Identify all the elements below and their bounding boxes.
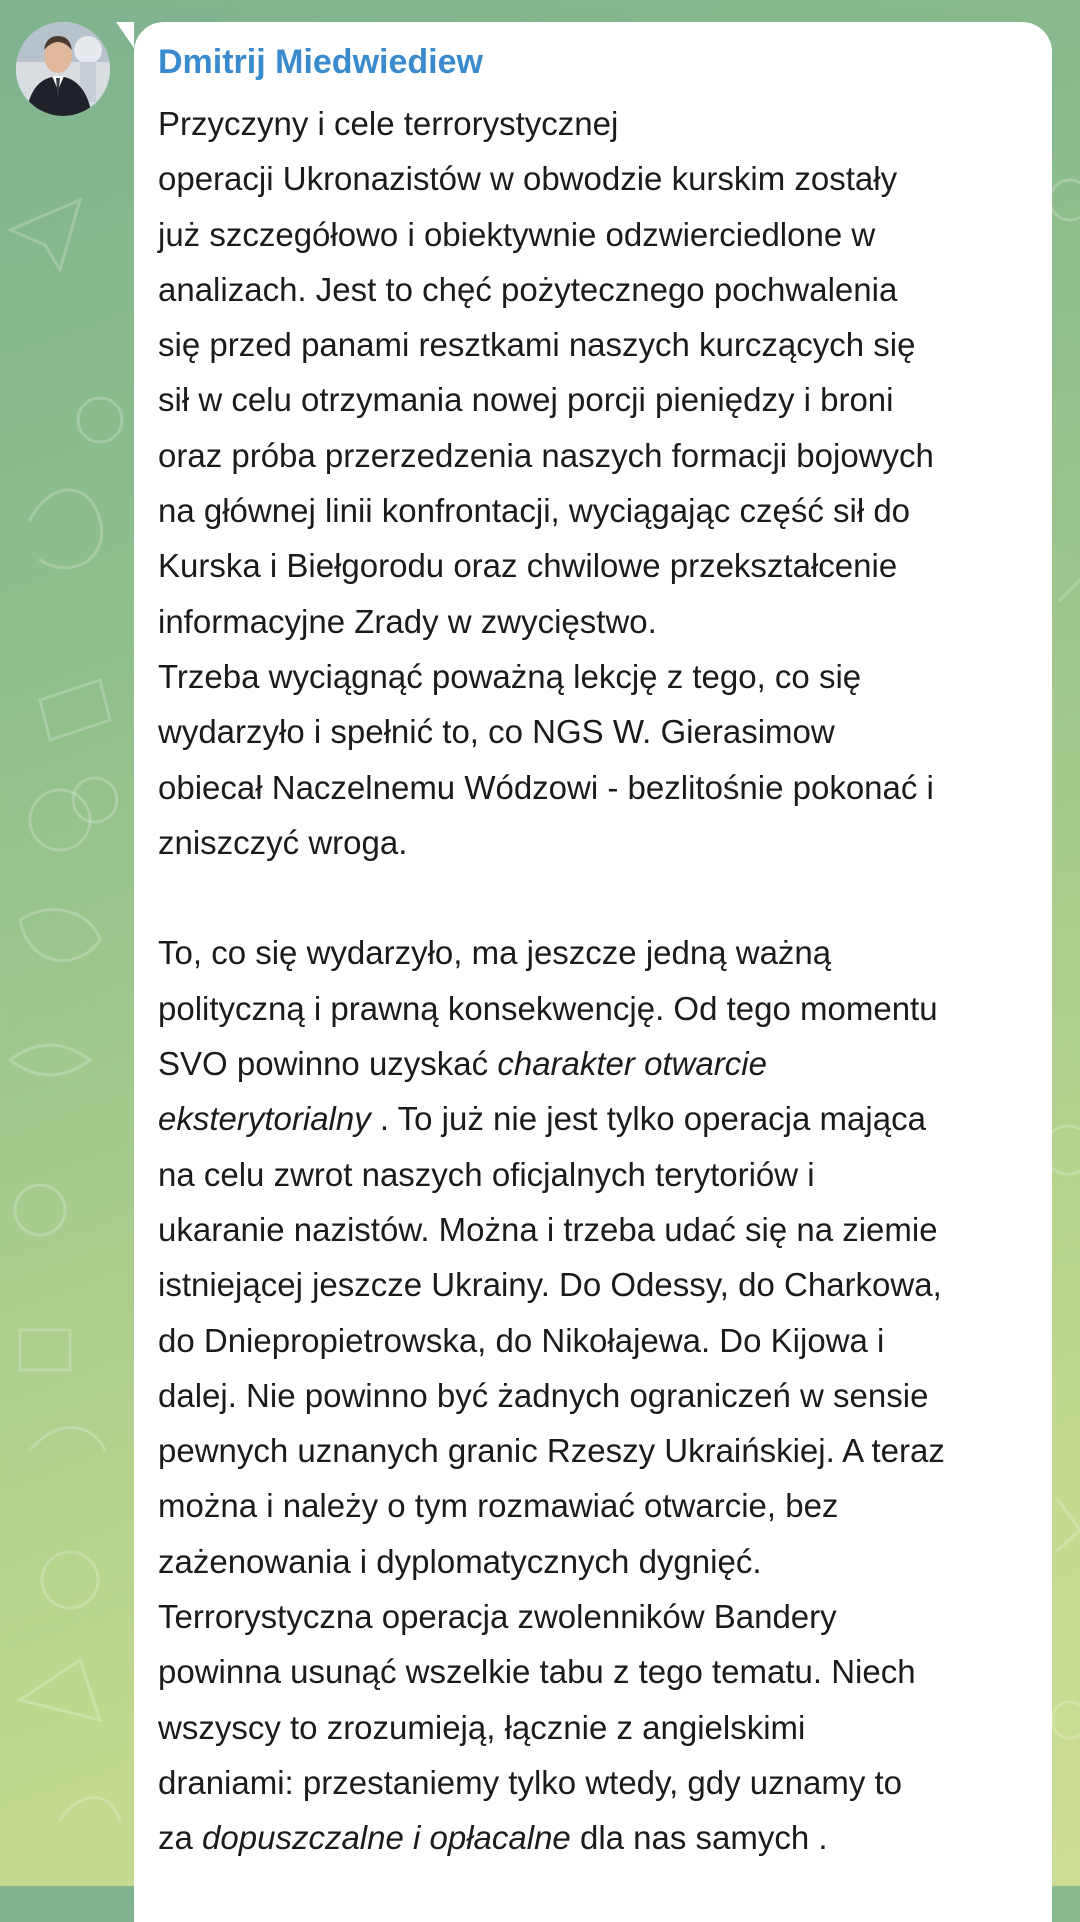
message-line: wydarzyło i spełnić to, co NGS W. Gierasimow: [158, 713, 835, 751]
paragraph-gap: [158, 870, 1038, 925]
message-line: sił w celu otrzymania nowej porcji pieniędzy i broni: [158, 381, 894, 419]
message-line: powinna usunąć wszelkie tabu z tego tematu. Niech: [158, 1653, 916, 1691]
message-line: Kurska i Biełgorodu oraz chwilowe przekształcenie: [158, 547, 898, 585]
message-line: zniszczyć wroga.: [158, 823, 408, 861]
profile-photo-icon: [16, 22, 110, 116]
message-line: pewnych uznanych granic Rzeszy Ukraińskiej. A teraz: [158, 1432, 945, 1470]
message-line: się przed panami resztkami naszych kurczących się: [158, 326, 916, 364]
message-text: [158, 96, 1038, 1866]
italic-text: dopuszczalne i opłacalne: [202, 1819, 571, 1857]
message-line: ukaranie nazistów. Można i trzeba udać się na ziemie: [158, 1210, 938, 1248]
message-line: wszyscy to zrozumieją, łącznie z angielskimi: [158, 1708, 806, 1746]
message-line: na celu zwrot naszych oficjalnych terytoriów i: [158, 1155, 815, 1193]
message-line: dalej. Nie powinno być żadnych ograniczeń w sensie: [158, 1376, 929, 1414]
line-text: SVO powinno uzyskać: [158, 1045, 498, 1083]
message-line: operacji Ukronazistów w obwodzie kurskim zostały: [158, 160, 898, 198]
message-line: na głównej linii konfrontacji, wyciągając część sił do: [158, 492, 911, 530]
message-line: [158, 1036, 1038, 1091]
line-text: dla nas samych .: [570, 1819, 828, 1857]
message-line: Przyczyny i cele terrorystycznej: [158, 105, 619, 142]
message-line: do Dniepropietrowska, do Nikołajewa. Do Kijowa i: [158, 1321, 885, 1359]
message-line: już szczegółowo i obiektywnie odzwierciedlone w: [158, 215, 876, 253]
message-line: obiecał Naczelnemu Wódzowi - bezlitośnie pokonać i: [158, 768, 934, 806]
message-line: draniami: przestaniemy tylko wtedy, gdy uznamy to: [158, 1763, 903, 1801]
message-line: oraz próba przerzedzenia naszych formacji bojowych: [158, 436, 934, 474]
message-bubble[interactable]: [134, 22, 1052, 1922]
message-line: analizach. Jest to chęć pożytecznego pochwalenia: [158, 270, 898, 308]
message-line: To, co się wydarzyło, ma jeszcze jedną ważną: [158, 934, 832, 972]
message-line: [158, 1091, 1038, 1146]
line-text: . To już nie jest tylko operacja mająca: [370, 1100, 926, 1138]
message-line: [158, 1810, 1038, 1865]
bubble-tail: [116, 22, 134, 48]
message-line: Trzeba wyciągnąć poważną lekcję z tego, co się: [158, 657, 862, 695]
message-line: zażenowania i dyplomatycznych dygnięć.: [158, 1542, 762, 1580]
message-line: informacyjne Zrady w zwycięstwo.: [158, 602, 657, 640]
avatar[interactable]: [16, 22, 110, 116]
line-text: za: [158, 1819, 203, 1857]
message-line: polityczną i prawną konsekwencję. Od tego momentu: [158, 989, 938, 1027]
italic-text: charakter otwarcie: [497, 1045, 767, 1083]
message-line: Terrorystyczna operacja zwolenników Bandery: [158, 1598, 837, 1636]
italic-text: eksterytorialny: [158, 1100, 371, 1138]
message-line: można i należy o tym rozmawiać otwarcie, bez: [158, 1487, 839, 1525]
sender-name[interactable]: Dmitrij Miedwiediew: [158, 43, 483, 81]
message-line: istniejącej jeszcze Ukrainy. Do Odessy, do Charkowa,: [158, 1266, 942, 1304]
